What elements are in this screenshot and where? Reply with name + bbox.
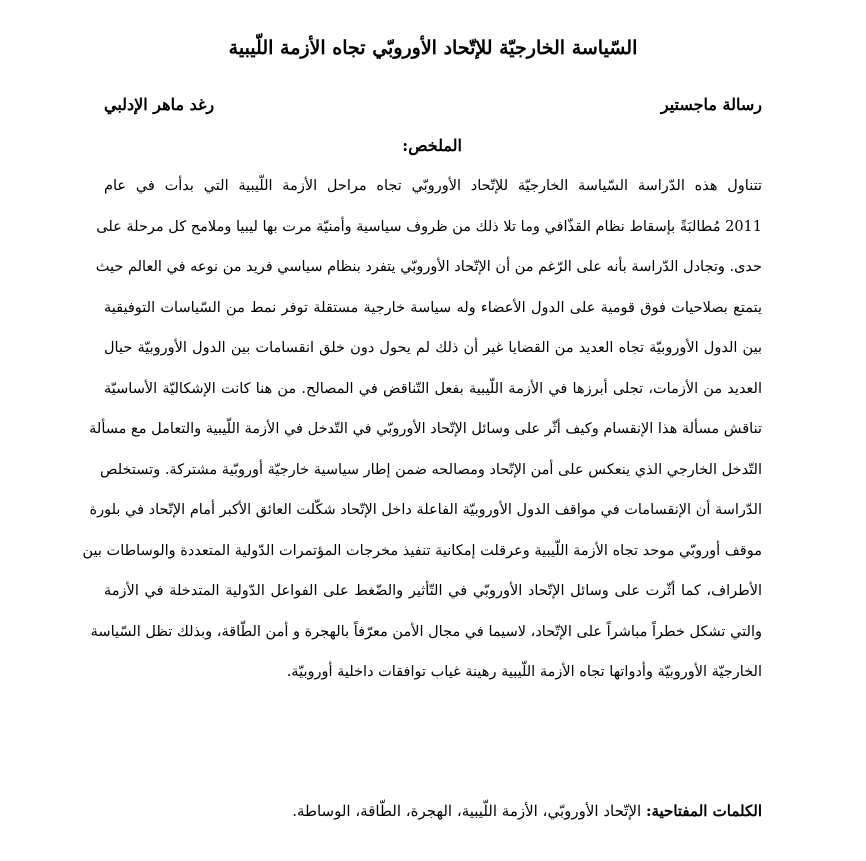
meta-row — [104, 92, 762, 118]
degree-label: رسالة ماجستير — [660, 95, 762, 114]
abstract-heading: الملخص: — [402, 136, 462, 155]
abstract-line: حدى. وتجادل الدّراسة بأنه على الرّغم من أن الإتّحاد الأوروبّي يتفرد بنظام سياسي فريد من نوعه في العالم حيث — [95, 259, 762, 275]
abstract-line: تتناول هذه الدّراسة السّياسة الخارجيّة للإتّحاد الأوروبّي تجاه مراحل الأزمة اللّيبية التي بدأت في عام — [104, 178, 762, 194]
abstract-line: تناقش مسألة هذا الإنقسام وكيف أثّر على وسائل الإتّحاد الأوروبّي في التّدخل في الأزمة اللّيبية والتعامل مع مسألة — [89, 421, 762, 437]
keywords-text: الإتّحاد الأوروبّي، الأزمة اللّيبية، الهجرة، الطّاقة، الوساطة. — [292, 802, 646, 820]
abstract-line: الخارجيّة الأوروبيّة وأدواتها تجاه الأزمة اللّيبية رهينة غياب توافقات داخلية أوروبيّة. — [286, 664, 762, 680]
abstract-line: الدّراسة أن الإنقسامات في مواقف الدول الأوروبيّة الفاعلة داخل الإتّحاد شكّلت العائق الأكبر أمام الإتّحاد في بلورة — [89, 502, 762, 518]
abstract-line: التّدخل الخارجي الذي ينعكس على أمن الإتّحاد ومصالحه ضمن إطار سياسية خارجيّة أوروبّية مشتركة. وتستخلص — [99, 461, 762, 478]
author-name: رغد ماهر الإدلبي — [104, 95, 215, 114]
document-title: السّياسة الخارجيّة للإتّحاد الأوروبّي تجاه الأزمة اللّيبية — [228, 37, 638, 59]
abstract-body — [82, 166, 762, 693]
abstract-line: بين الدول الأوروبيّة تجاه العديد من القضايا غير أن ذلك لم يحول دون خلق انقسامات بين الدول الأوروبيّة حيال — [104, 340, 762, 356]
abstract-line: العديد من الأزمات، تجلى أبرزها في الأزمة اللّيبية بفعل التّناقض في المصالح. من هنا كانت الإشكاليّة الأساسيّة — [104, 380, 762, 397]
abstract-line: موقف أوروبّي موحد تجاه الأزمة اللّيبية وعرقلت إمكانية تنفيذ مخرجات المؤتمرات الدّولية المتعددة والوساطات بين — [82, 542, 762, 559]
abstract-line: يتمتع بصلاحيات فوق قومية على الدول الأعضاء وله سياسة خارجية مستقلة توفر نمط من السّياسات التوفيقية — [104, 299, 762, 316]
abstract-line: 2011 مُطالبَةً بإسقاط نظام القذّافي وما تلا ذلك من ظروف سياسية وأمنيّة مرت بها ليبيا وملامح كل مرحلة على — [96, 218, 762, 235]
abstract-line: والتي تشكل خطراً مباشراً على الإتّحاد، لاسيما في مجال الأمن معرّفاً بالهجرة و أمن الطّاقة، وبذلك تظل السّياسة — [90, 623, 762, 640]
abstract-line: الأطراف، كما أثّرت على وسائل الإتّحاد الأوروبّي في التّأثير والضّغط على الفواعل الدّولية المتدخلة في الأزمة — [104, 583, 762, 599]
keywords-label: الكلمات المفتاحية: — [645, 802, 762, 820]
keywords-line — [104, 798, 762, 824]
